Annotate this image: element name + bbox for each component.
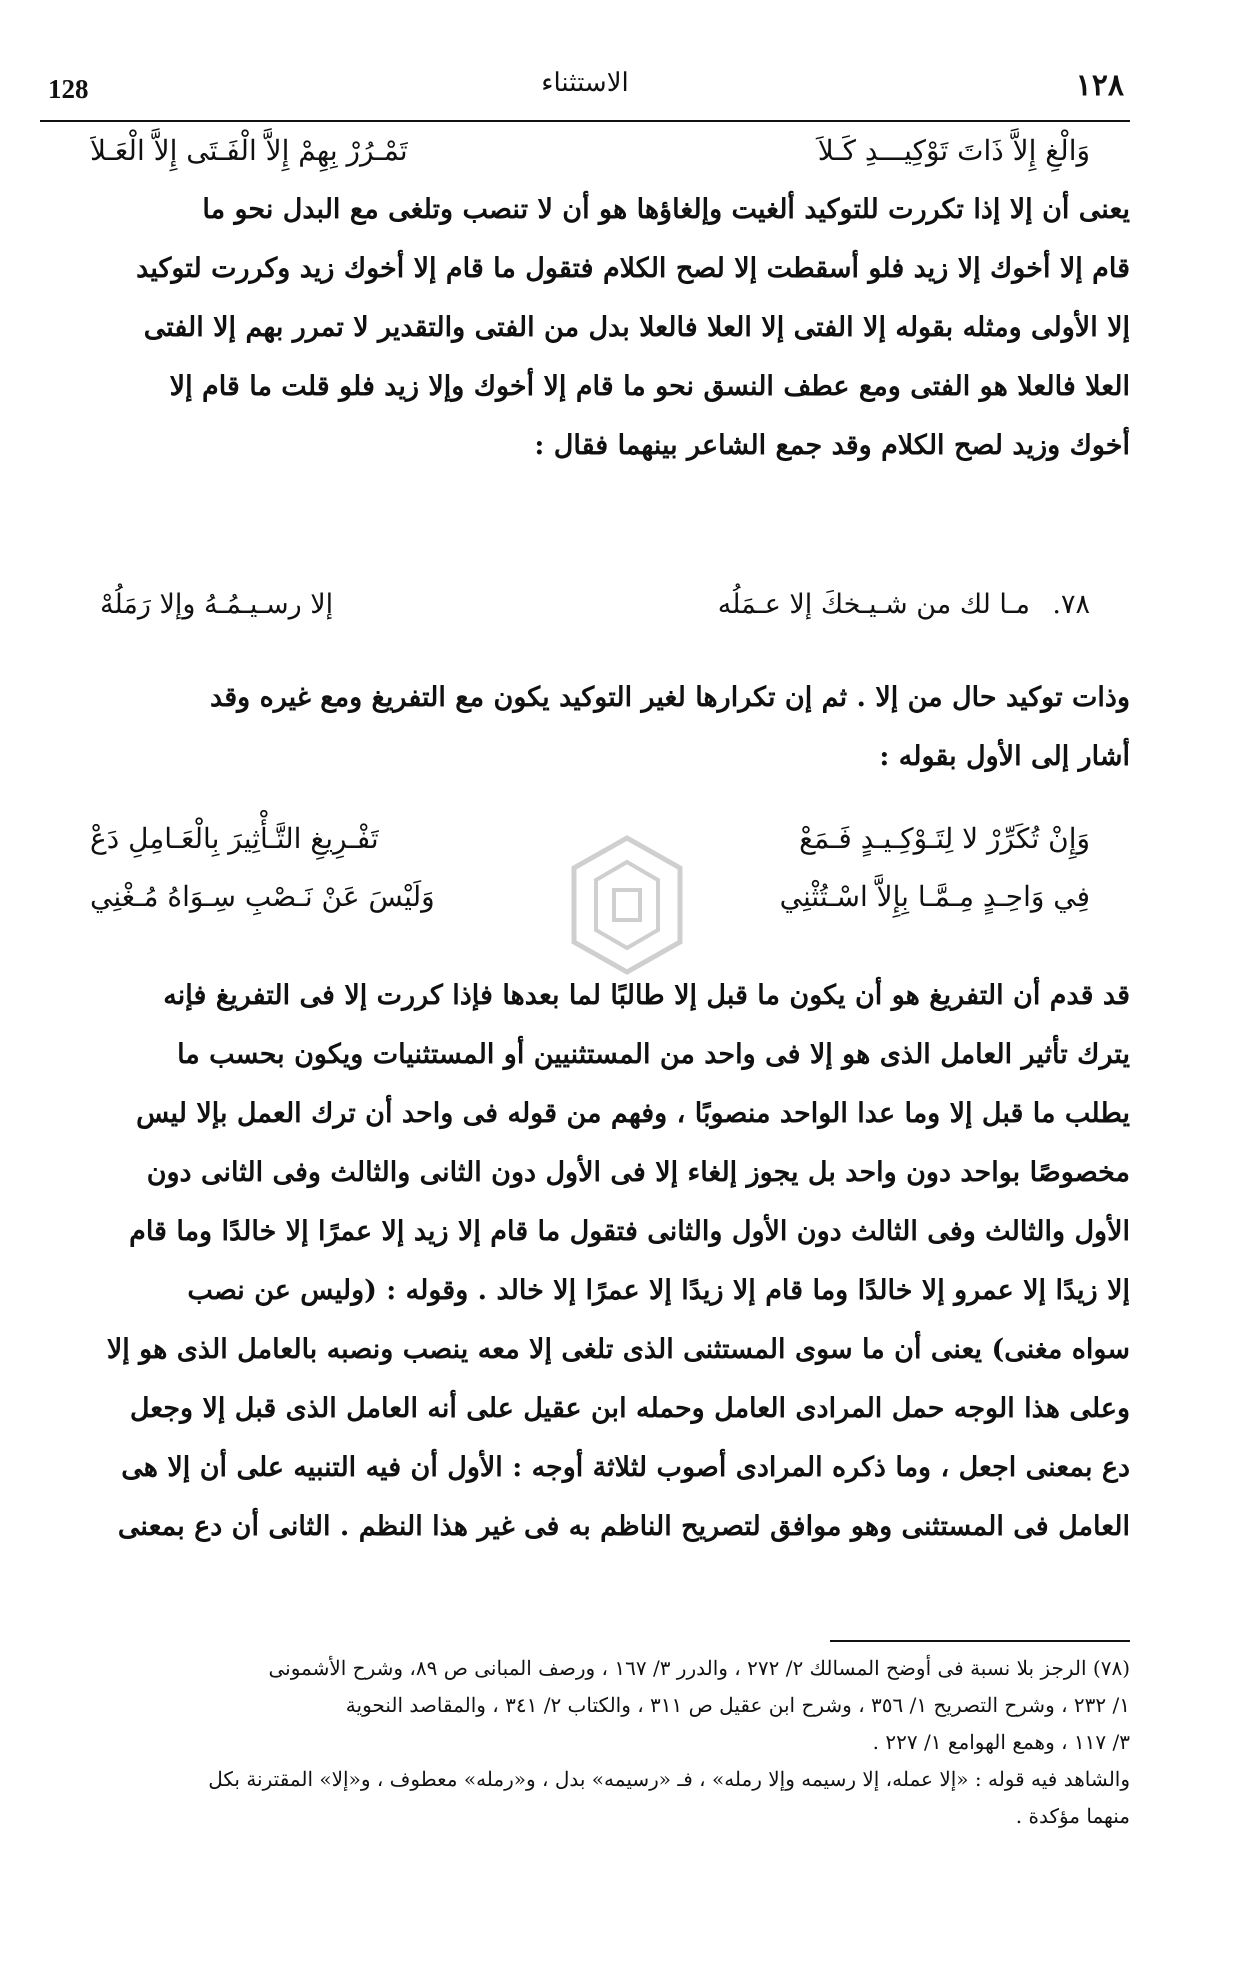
text-line: يطلب ما قبل إلا وما عدا الواحد منصوبًا ، وفهم من قوله فى واحد أن ترك العمل بإلا ليس: [136, 1098, 1130, 1129]
paragraph-3: [40, 966, 1130, 1556]
footnote-rule: [830, 1640, 1130, 1642]
verse-hemistich-left: تَفْـرِيغِ التَّـأْثِيرَ بِالْعَـامِلِ دَعْ: [90, 822, 379, 855]
page-number-arabic: ١٢٨: [1075, 68, 1124, 103]
verse-number: ٧٨.: [1052, 589, 1090, 620]
footnote-line: ١/ ٢٣٢ ، وشرح التصريح ١/ ٣٥٦ ، وشرح ابن عقيل ص ٣١١ ، والكتاب ٢/ ٣٤١ ، والمقاصد النحوية: [345, 1693, 1130, 1717]
text-line: قد قدم أن التفريغ هو أن يكون ما قبل إلا طالبًا لما بعدها فإذا كررت إلا فى التفريغ فإنه: [163, 980, 1130, 1011]
paragraph-1: [40, 180, 1130, 475]
footnote-line: (٧٨) الرجز بلا نسبة فى أوضح المسالك ٢/ ٢٧٢ ، والدرر ٣/ ١٦٧ ، ورصف المبانى ص ٨٩، وشرح الأشمونى: [268, 1656, 1130, 1680]
footnotes: [40, 1650, 1130, 1835]
verse-hemistich-left: تَمْـرُرْ بِهِمْ إِلاَّ الْفَـتَى إِلاَّ الْعَـلاَ: [90, 134, 408, 167]
text-line: وذات توكيد حال من إلا . ثم إن تكرارها لغير التوكيد يكون مع التفريغ ومع غيره وقد: [210, 682, 1130, 713]
text-line: يعنى أن إلا إذا تكررت للتوكيد ألغيت وإلغاؤها هو أن لا تنصب وتلغى مع البدل نحو ما: [202, 194, 1130, 225]
text-line: دع بمعنى اجعل ، وما ذكره المرادى أصوب لثلاثة أوجه : الأول أن فيه التنبيه على أن إلا هى: [121, 1452, 1130, 1483]
verse-hemistich-right: وَإِنْ تُكَرِّرْ لا لِتَـوْكِـيـدٍ فَـمَعْ: [799, 822, 1090, 855]
verse-row: [90, 122, 1090, 180]
footnote-line: والشاهد فيه قوله : «إلا عمله، إلا رسيمه وإلا رمله» ، فـ «رسيمه» بدل ، و«رمله» معطوف ، و«إلا» المقترنة بكل: [208, 1767, 1130, 1791]
verse-hemistich-right: مـا لك من شـيـخكَ إلا عـمَلُه: [717, 589, 1030, 620]
text-line: أشار إلى الأول بقوله :: [879, 741, 1130, 772]
text-line: سواه مغنى) يعنى أن ما سوى المستثنى الذى تلغى إلا معه ينصب ونصبه بالعامل الذى هو إلا: [106, 1334, 1130, 1365]
verse-78: [100, 576, 1090, 634]
page-number-latin: 128: [48, 74, 89, 104]
page-header: [40, 66, 1130, 120]
verse-hemistich-right: فِي وَاحِـدٍ مِـمَّـا بِإِلاَّ اسْـتُثْنِي: [779, 880, 1090, 913]
text-line: إلا زيدًا إلا عمرو إلا خالدًا وما قام إلا زيدًا إلا عمرًا إلا خالد . وقوله : (وليس عن نصب: [187, 1275, 1130, 1306]
verse-hemistich-left: إلا رسـيـمُـهُ وإلا رَمَلُهْ: [100, 589, 334, 620]
running-title: الاستثناء: [541, 68, 629, 98]
watermark-seal-icon: [552, 830, 702, 980]
text-line: العلا فالعلا هو الفتى ومع عطف النسق نحو ما قام إلا أخوك وإلا زيد فلو قلت ما قام إلا: [169, 371, 1130, 402]
text-line: يترك تأثير العامل الذى هو إلا فى واحد من المستثنيين أو المستثنيات ويكون بحسب ما: [177, 1039, 1130, 1070]
text-line: أخوك وزيد لصح الكلام وقد جمع الشاعر بينهما فقال :: [534, 430, 1130, 461]
paragraph-2: [40, 668, 1130, 786]
text-line: العامل فى المستثنى وهو موافق لتصريح الناظم به فى غير هذا النظم . الثانى أن دع بمعنى: [117, 1511, 1130, 1542]
verse-top: [90, 122, 1090, 180]
footnote-line: منهما مؤكدة .: [1015, 1804, 1130, 1828]
verse-hemistich-right: وَالْغِ إِلاَّ ذَاتَ تَوْكِيـــدِ كَـلاَ: [817, 134, 1090, 167]
text-line: وعلى هذا الوجه حمل المرادى العامل وحمله ابن عقيل على أنه العامل الذى قبل إلا وجعل: [129, 1393, 1130, 1424]
text-line: قام إلا أخوك إلا زيد فلو أسقطت إلا لصح الكلام فتقول ما قام إلا أخوك زيد وكررت لتوكيد: [136, 253, 1130, 284]
text-line: مخصوصًا بواحد دون واحد بل يجوز إلغاء إلا فى الأول دون الثانى والثالث وفى الثانى دون: [146, 1157, 1130, 1188]
text-line: إلا الأولى ومثله بقوله إلا الفتى إلا العلا فالعلا بدل من الفتى والتقدير لا تمرر بهم إلا الفتى: [143, 312, 1130, 343]
text-line: الأول والثالث وفى الثالث دون الأول والثانى فتقول ما قام إلا زيد إلا عمرًا إلا خالدًا وما قام: [129, 1216, 1130, 1247]
verse-hemistich-left: وَلَيْسَ عَنْ نَـصْبِ سِـوَاهُ مُـغْنِي: [90, 880, 435, 913]
footnote-line: ٣/ ١١٧ ، وهمع الهوامع ١/ ٢٢٧ .: [872, 1730, 1130, 1754]
